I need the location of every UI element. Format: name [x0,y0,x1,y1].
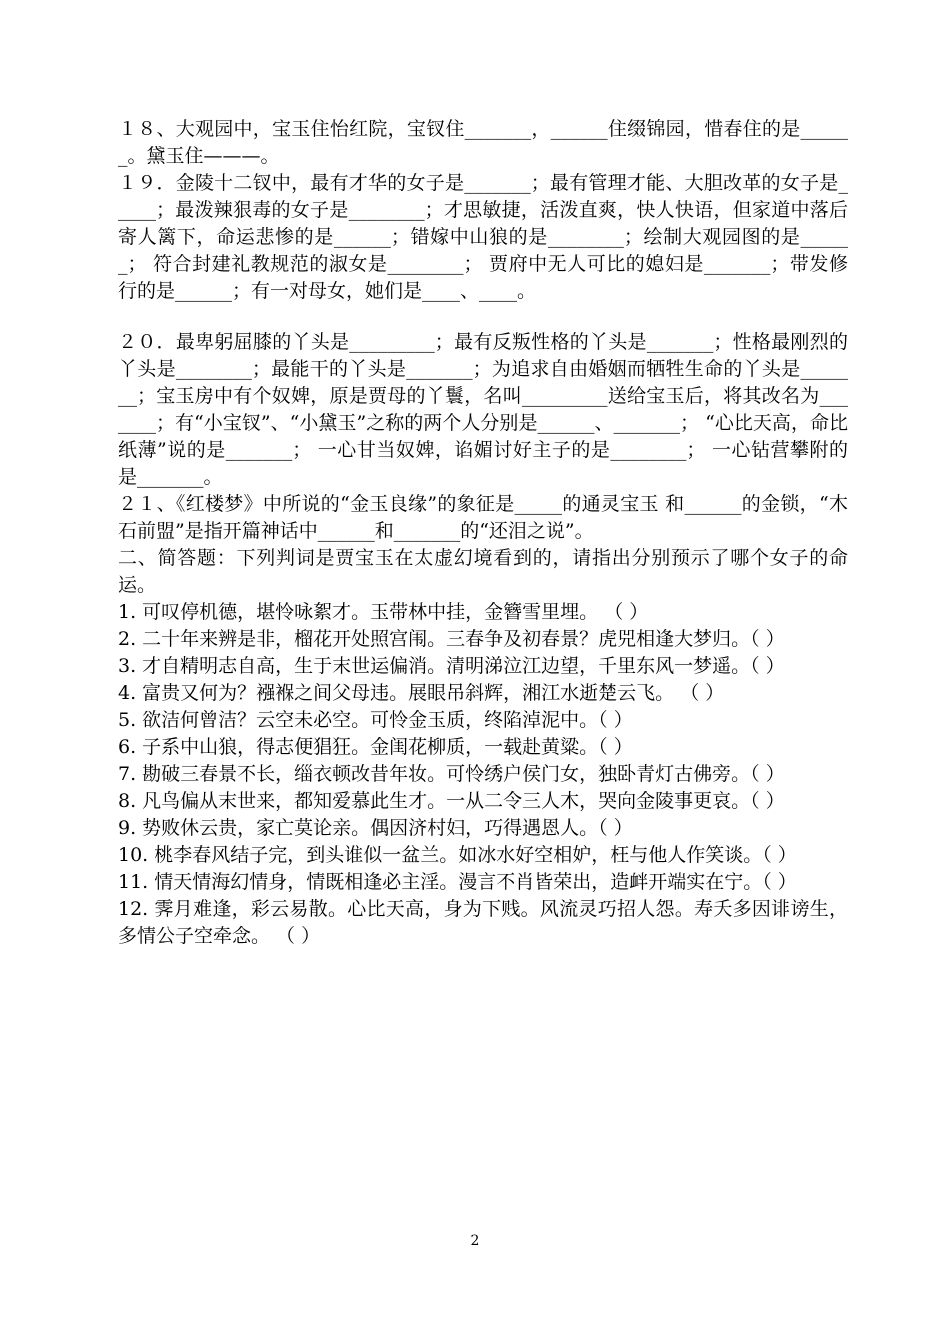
verdict-item-7: 7. 勘破三春景不长，缁衣顿改昔年妆。可怜绣户侯门女，独卧青灯古佛旁。（ ） [118,763,785,785]
page-number: 2 [470,1233,480,1249]
verdict-item-5: 5. 欲洁何曾洁？云空未必空。可怜金玉质，终陷淖泥中。（ ） [118,709,633,731]
page-content [118,116,848,950]
verdict-item-10: 10. 桃李春风结子完，到头谁似一盆兰。如冰水好空相妒，枉与他人作笑谈。（ ） [118,844,797,866]
verdict-item-3: 3. 才自精明志自高，生于末世运偏消。清明涕泣江边望，千里东风一梦遥。（ ） [118,655,785,677]
verdict-item-2: 2. 二十年来辨是非，榴花开处照宫闱。三春争及初春景？虎兕相逢大梦归。（ ） [118,628,785,650]
question-18: １８、大观园中，宝玉住怡红院，宝钗住_______，______住缀锦园，惜春住的是______。黛玉住———。 [118,118,848,167]
verdict-item-12: 12. 霁月难逢，彩云易散。心比天高，身为下贱。风流灵巧招人怨。寿夭多因诽谤生，多情公子空牵念。 （ ） [118,898,848,947]
question-20: ２０．最卑躬屈膝的丫头是_________；最有反叛性格的丫头是_______；性格最刚烈的丫头是________；最能干的丫头是_______；为追求自由婚姻而牺牲生命的丫头是_______；宝玉房中有个奴婢，原是贾母的丫鬟，名叫_________送给宝玉后，将其改名为_______；有“小宝钗”、“小黛玉”之称的两个人分别是______、_______； “心比天高，命比纸薄”说的是_______； 一心甘当奴婢，谄媚讨好主子的是________； 一心钻营攀附的是_______。 [118,331,848,488]
verdict-item-9: 9. 势败休云贵，家亡莫论亲。偶因济村妇，巧得遇恩人。（ ） [118,817,633,839]
paragraph-spacer [118,305,848,329]
section-two-heading: 二、简答题：下列判词是贾宝玉在太虚幻境看到的，请指出分别预示了哪个女子的命运。 [118,547,848,596]
verdict-item-6: 6. 子系中山狼，得志便猖狂。金闺花柳质，一载赴黄粱。（ ） [118,736,633,758]
verdict-item-4: 4. 富贵又何为？襁褓之间父母违。展眼吊斜辉，湘江水逝楚云飞。 （ ） [118,682,725,704]
verdict-item-11: 11. 情天情海幻情身，情既相逢必主淫。漫言不肖皆荣出，造衅开端实在宁。（ ） [118,871,797,893]
question-21: ２１、《红楼梦》中所说的“金玉良缘”的象征是_____的通灵宝玉 和______的金锁，“木石前盟”是指开篇神话中______和_______的“还泪之说”。 [118,493,848,542]
question-19: １９．金陵十二钗中，最有才华的女子是_______；最有管理才能、大胆改革的女子是_____；最泼辣狠毒的女子是________；才思敏捷，活泼直爽，快人快语，但家道中落后寄人篱下，命运悲惨的是______；错嫁中山狼的是________；绘制大观园图的是______； 符合封建礼教规范的淑女是________； 贾府中无人可比的媳妇是_______；带发修行的是______；有一对母女，她们是____、____。 [118,172,848,302]
verdict-item-8: 8. 凡鸟偏从末世来，都知爱慕此生才。一从二令三人木，哭向金陵事更哀。（ ） [118,790,785,812]
verdict-item-1: 1. 可叹停机德，堪怜咏絮才。玉带林中挂，金簪雪里埋。 （ ） [118,601,649,623]
